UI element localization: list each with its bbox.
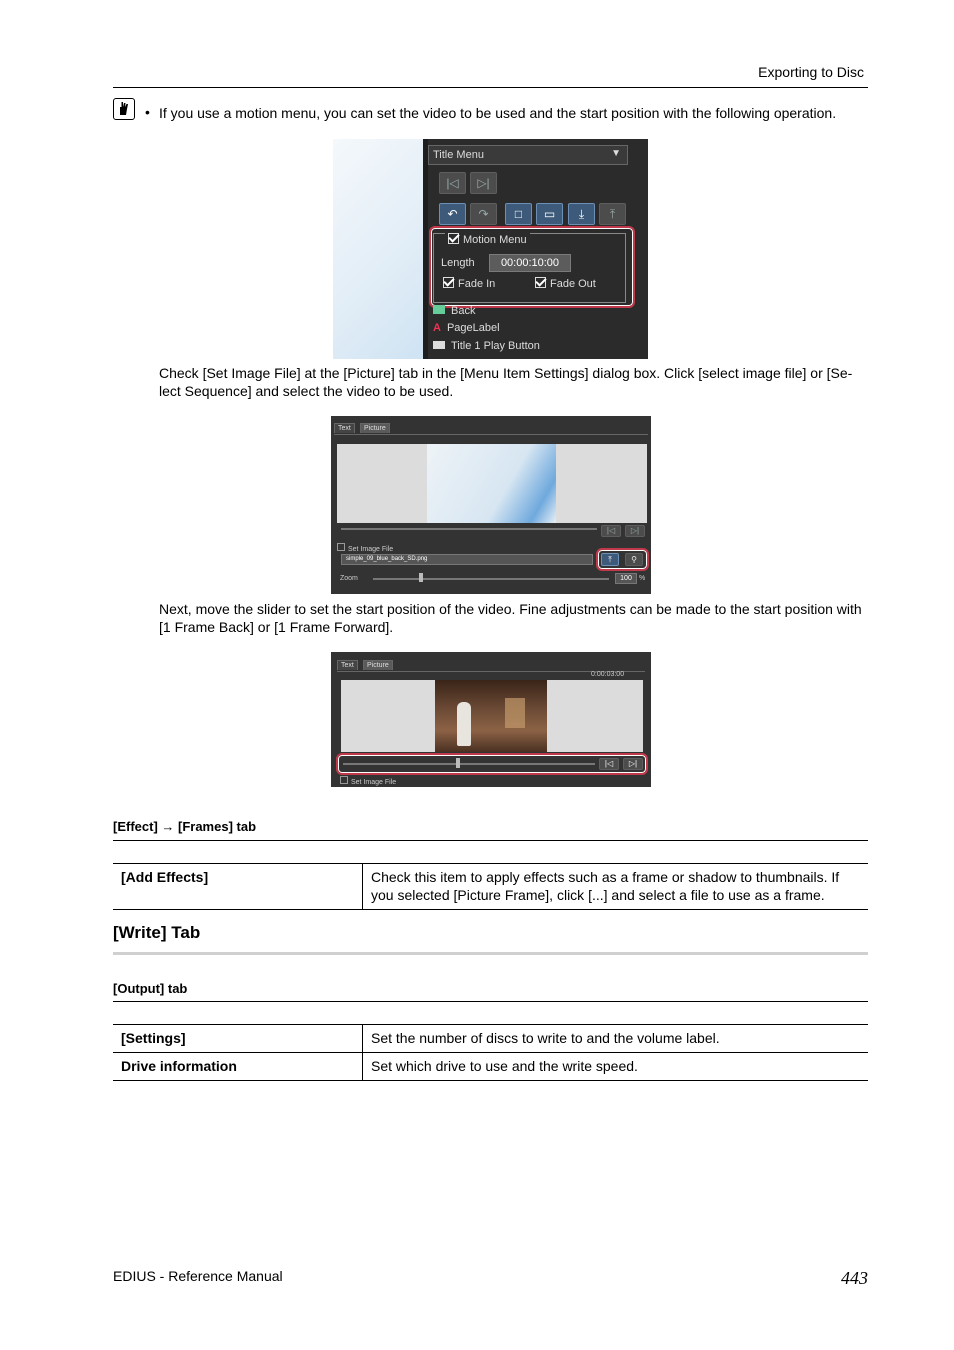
video-preview [341,680,643,752]
preview-image [427,444,556,523]
zoom-label: Zoom [340,575,358,582]
note-bullet: • [145,104,150,120]
person-figure [457,702,471,746]
length-field[interactable]: 00:00:10:00 [489,254,571,272]
page-header [113,63,868,88]
motion-menu-screenshot [333,139,648,359]
set-image-file-label: Set Image File [351,779,397,786]
motion-menu-label: Motion Menu [463,234,527,246]
dropdown-label: Title Menu [433,149,484,161]
output-tab-heading: [Output] tab [113,981,188,996]
list-item[interactable]: Back [433,305,475,317]
picture-tab-screenshot [331,416,651,594]
zoom-slider[interactable] [373,578,609,580]
frame-back-icon[interactable]: |◁ [599,758,619,770]
file-name-field[interactable]: simple_09_blue_back_SD.png [341,554,593,565]
title-menu-dropdown[interactable] [428,145,628,165]
zoom-unit: % [639,575,646,582]
table-row [113,864,868,910]
select-sequence-icon[interactable]: ⚲ [625,553,643,566]
set-image-file-label: Set Image File [348,546,394,553]
set-image-file-checkbox[interactable] [340,776,396,786]
table-cell-name: [Add Effects] [113,864,363,910]
divider [113,1001,868,1002]
set-image-file-checkbox[interactable] [337,543,393,553]
select-image-file-icon[interactable]: ⤒ [601,553,619,566]
length-label: Length [441,257,475,269]
button-icon [433,341,445,349]
text-icon: A [433,322,441,334]
zoom-value-field[interactable]: 100 [615,573,637,584]
section-title: Exporting to Disc [758,64,864,80]
frame-back-icon[interactable]: |◁ [601,525,621,537]
tab-picture[interactable]: Picture [363,660,393,670]
note-hand-icon [113,98,135,120]
table-cell-desc: Set the number of discs to write to and the volume label. [363,1025,869,1053]
fade-in-label: Fade In [458,278,496,290]
fade-out-label: Fade Out [550,278,596,290]
monitor-icon[interactable]: ▭ [536,203,563,225]
frame-forward-icon[interactable]: ▷| [625,525,645,537]
frame-forward-icon[interactable]: ▷| [623,758,643,770]
effect-table [113,863,868,910]
square-icon[interactable]: □ [505,203,532,225]
highlight-outline [596,548,649,571]
chevron-down-icon: ▼ [611,148,621,159]
import-icon[interactable]: ⤓ [568,203,595,225]
zoom-slider-handle[interactable] [419,573,423,582]
redo-icon[interactable]: ↷ [470,203,497,225]
timecode: 0:00:03:00 [591,671,625,678]
table-cell-name: [Settings] [113,1025,363,1053]
next-icon[interactable]: ▷| [470,172,497,194]
paragraph: Check [Set Image File] at the [Picture] tab in the [Menu Item Settings] dialog box. Click [select image file] or [Se-lect Sequence] and select the video to be used. [159,365,853,399]
write-tab-heading: [Write] Tab [113,923,201,942]
effect-frames-heading: [Effect] → [Frames] tab [113,819,257,834]
video-frame [435,680,547,752]
table-cell-name: Drive information [113,1053,363,1081]
menu-preview [333,139,423,359]
image-icon [433,305,445,314]
undo-icon[interactable]: ↶ [439,203,466,225]
highlight-outline [429,226,635,308]
heading-rule [113,952,868,955]
highlight-outline [336,753,648,775]
tab-picture[interactable]: Picture [360,423,390,433]
table-cell-desc: Check this item to apply effects such as a frame or shadow to thumbnails. If you selected [Picture Frame], click [...] and select a file to use as a frame. [363,864,869,910]
prev-icon[interactable]: |◁ [439,172,466,194]
footer-manual-title: EDIUS - Reference Manual [113,1268,283,1284]
list-item[interactable]: Title 1 Play Button [433,340,540,352]
divider [113,840,868,841]
table-row [113,1025,868,1053]
output-table [113,1024,868,1081]
tab-text[interactable]: Text [337,660,358,670]
paragraph: Next, move the slider to set the start position of the video. Fine adjustments can be made to the start position with [1 Frame Back] or [1 Frame Forward]. [159,601,862,635]
slider-track[interactable] [341,528,597,530]
tab-text[interactable]: Text [334,423,355,433]
image-preview [337,444,647,523]
table-cell-desc: Set which drive to use and the write speed. [363,1053,869,1081]
export-icon[interactable]: ⤒ [599,203,626,225]
note-text: If you use a motion menu, you can set the video to be used and the start position with the following operation. [159,105,837,121]
page-number: 443 [841,1268,868,1288]
list-item[interactable]: A PageLabel [433,322,500,334]
video-slider-screenshot [331,652,651,787]
table-row [113,1053,868,1081]
